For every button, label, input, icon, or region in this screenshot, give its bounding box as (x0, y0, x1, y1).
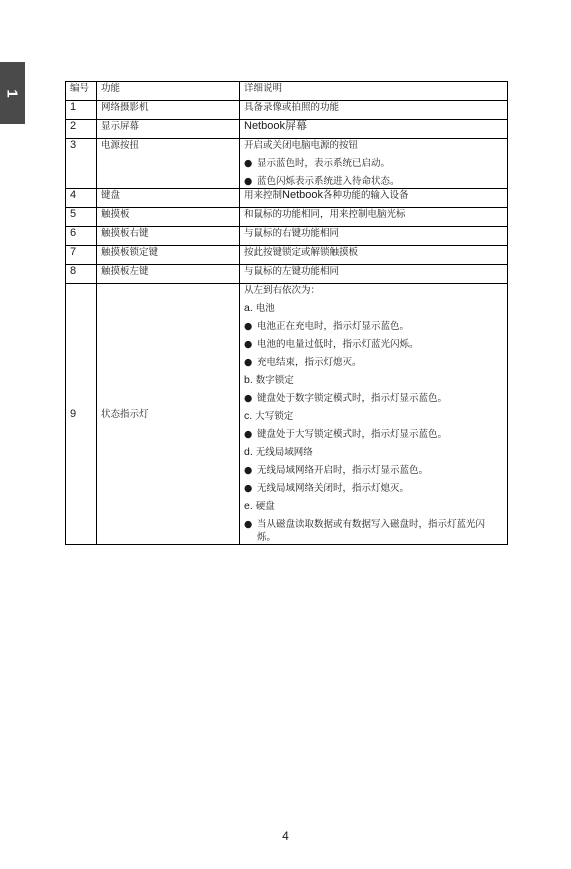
indicator-section (244, 374, 503, 387)
row-number: 7 (66, 246, 97, 265)
section-letter: d. (244, 446, 253, 458)
description-intro: 从左到右依次为： (244, 285, 321, 296)
header-description: 详细说明 (240, 82, 508, 101)
row-number: 9 (66, 284, 97, 545)
bullet-item (244, 175, 503, 188)
bullet-icon: ● (244, 339, 253, 350)
bullet-text: 键盘处于大写锁定模式时，指示灯显示蓝色。 (257, 429, 448, 440)
row-description: 与鼠标的右键功能相同 (240, 227, 508, 246)
section-title: 数字锁定 (255, 375, 294, 386)
bullet-text: 电池的电量过低时，指示灯蓝光闪烁。 (257, 339, 419, 350)
row-function: 触摸板 (97, 208, 240, 227)
description-text: 开启或关闭电脑电源的按钮 (244, 140, 359, 151)
bullet-item (244, 464, 503, 477)
section-letter: a. (244, 302, 253, 314)
bullet-text: 充电结束，指示灯熄灭。 (257, 357, 362, 368)
row-number: 8 (66, 265, 97, 284)
bullet-item (244, 428, 503, 441)
indicator-section (244, 302, 503, 315)
row-function: 状态指示灯 (97, 284, 240, 545)
table-row (66, 246, 508, 265)
row-function: 触摸板锁定键 (97, 246, 240, 265)
row-number: 5 (66, 208, 97, 227)
row-number: 6 (66, 227, 97, 246)
chapter-tab (0, 62, 25, 124)
bullet-item (244, 320, 503, 333)
row-function: 显示屏幕 (97, 120, 240, 139)
table-row (66, 139, 508, 189)
bullet-icon: ● (244, 519, 253, 530)
table-row (66, 227, 508, 246)
bullet-icon: ● (244, 483, 253, 494)
row-description: Netbook屏幕 (240, 120, 508, 139)
indicator-section (244, 446, 503, 459)
bullet-text: 电池正在充电时，指示灯显示蓝色。 (257, 321, 410, 332)
row-number: 1 (66, 101, 97, 120)
bullet-text: 显示蓝色时，表示系统已启动。 (257, 158, 391, 169)
section-title: 大写锁定 (255, 411, 294, 422)
row-description (240, 189, 508, 208)
product-name: Netbook (282, 189, 323, 201)
indicator-section (244, 500, 503, 513)
section-title: 电池 (255, 303, 275, 314)
table-row (66, 120, 508, 139)
section-letter: b. (244, 374, 253, 386)
bullet-item (244, 392, 503, 405)
bullet-item (244, 518, 503, 544)
section-title: 硬盘 (255, 501, 275, 512)
table-row (66, 284, 508, 545)
bullet-text: 无线局域网络关闭时，指示灯熄灭。 (257, 483, 410, 494)
bullet-icon: ● (244, 321, 253, 332)
row-function: 键盘 (97, 189, 240, 208)
table-row (66, 189, 508, 208)
row-function: 网络摄影机 (97, 101, 240, 120)
row-number: 4 (66, 189, 97, 208)
row-description: 按此按键锁定或解锁触摸板 (240, 246, 508, 265)
row-description: 和鼠标的功能相同，用来控制电脑光标 (240, 208, 508, 227)
header-function: 功能 (97, 82, 240, 101)
bullet-text: 当从磁盘读取数据或有数据写入磁盘时，指示灯蓝光闪烁。 (257, 519, 486, 543)
page-number: 4 (282, 829, 289, 843)
row-number: 3 (66, 139, 97, 189)
chapter-number: 1 (4, 88, 21, 98)
table-row (66, 101, 508, 120)
table-row (66, 265, 508, 284)
bullet-item (244, 482, 503, 495)
description-text: 各种功能的输入设备 (323, 190, 409, 201)
bullet-icon: ● (244, 393, 253, 404)
bullet-item (244, 157, 503, 170)
row-number: 2 (66, 120, 97, 139)
row-function: 电源按扭 (97, 139, 240, 189)
bullet-text: 无线局域网络开启时，指示灯显示蓝色。 (257, 465, 429, 476)
description-text: 用来控制 (244, 190, 283, 201)
spec-table (65, 81, 508, 545)
section-title: 无线局域网络 (255, 447, 313, 458)
row-description: 与鼠标的左键功能相同 (240, 265, 508, 284)
row-function: 触摸板左键 (97, 265, 240, 284)
indicator-section (244, 410, 503, 423)
row-description: 具备录像或拍照的功能 (240, 101, 508, 120)
bullet-item (244, 338, 503, 351)
bullet-icon: ● (244, 176, 253, 187)
bullet-icon: ● (244, 465, 253, 476)
header-number: 编号 (66, 82, 97, 101)
bullet-text: 蓝色闪烁表示系统进入待命状态。 (257, 176, 400, 187)
bullet-item (244, 356, 503, 369)
bullet-text: 键盘处于数字锁定模式时，指示灯显示蓝色。 (257, 393, 448, 404)
table-header-row (66, 82, 508, 101)
table-row (66, 208, 508, 227)
section-letter: c. (244, 410, 253, 422)
row-description (240, 139, 508, 189)
row-description (240, 284, 508, 545)
bullet-icon: ● (244, 158, 253, 169)
bullet-icon: ● (244, 357, 253, 368)
bullet-icon: ● (244, 429, 253, 440)
section-letter: e. (244, 500, 253, 512)
row-function: 触摸板右键 (97, 227, 240, 246)
